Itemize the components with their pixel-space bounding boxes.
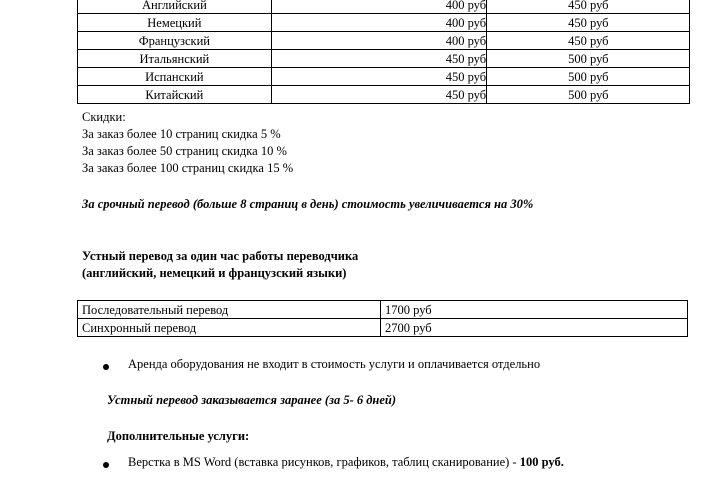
table-row <box>78 50 690 68</box>
discounts-heading: Скидки: <box>82 110 126 124</box>
price-cell: 450 руб <box>271 86 486 104</box>
discount-item: За заказ более 50 страниц скидка 10 % <box>82 144 287 158</box>
table-row <box>78 86 690 104</box>
language-cell: Итальянский <box>78 50 272 68</box>
price-cell: 450 руб <box>271 50 486 68</box>
language-cell: Испанский <box>78 68 272 86</box>
additional-services-heading: Дополнительные услуги: <box>107 429 250 443</box>
service-price-cell: 2700 руб <box>381 319 688 337</box>
equipment-note: Аренда оборудования не входит в стоимость услуги и оплачивается отдельно <box>128 357 541 371</box>
oral-translation-price-table <box>77 300 688 337</box>
table-row <box>78 14 690 32</box>
service-description: Верстка в MS Word (вставка рисунков, графиков, таблиц сканирование) - <box>128 455 520 469</box>
price-cell: 450 руб <box>271 68 486 86</box>
table-row <box>78 0 690 14</box>
urgent-translation-note: За срочный перевод (больше 8 страниц в день) стоимость увеличивается на 30% <box>82 197 534 211</box>
price-cell: 450 руб <box>487 14 690 32</box>
price-cell: 500 руб <box>487 68 690 86</box>
translation-price-table <box>77 0 690 104</box>
price-cell: 400 руб <box>271 14 486 32</box>
price-cell: 400 руб <box>271 0 486 14</box>
service-price: 100 руб. <box>519 455 564 469</box>
language-cell: Немецкий <box>78 14 272 32</box>
price-cell: 450 руб <box>487 0 690 14</box>
additional-service-item <box>128 455 564 470</box>
discount-item: За заказ более 100 страниц скидка 15 % <box>82 161 294 175</box>
table-row <box>78 301 688 319</box>
oral-translation-title: Устный перевод за один час работы переводчика <box>82 249 359 263</box>
language-cell: Английский <box>78 0 272 14</box>
discount-item: За заказ более 10 страниц скидка 5 % <box>82 127 281 141</box>
table-row <box>78 68 690 86</box>
service-price-cell: 1700 руб <box>381 301 688 319</box>
service-name-cell: Последовательный перевод <box>78 301 381 319</box>
bullet-icon <box>103 364 109 370</box>
service-name-cell: Синхронный перевод <box>78 319 381 337</box>
language-cell: Китайский <box>78 86 272 104</box>
price-cell: 500 руб <box>487 86 690 104</box>
bullet-icon <box>103 462 109 468</box>
price-cell: 450 руб <box>487 32 690 50</box>
advance-order-note: Устный перевод заказывается заранее (за 5- 6 дней) <box>107 393 397 407</box>
table-row <box>78 319 688 337</box>
table-row <box>78 32 690 50</box>
price-cell: 400 руб <box>271 32 486 50</box>
price-cell: 500 руб <box>487 50 690 68</box>
oral-translation-subtitle: (английский, немецкий и французский языки) <box>82 266 347 280</box>
language-cell: Французский <box>78 32 272 50</box>
